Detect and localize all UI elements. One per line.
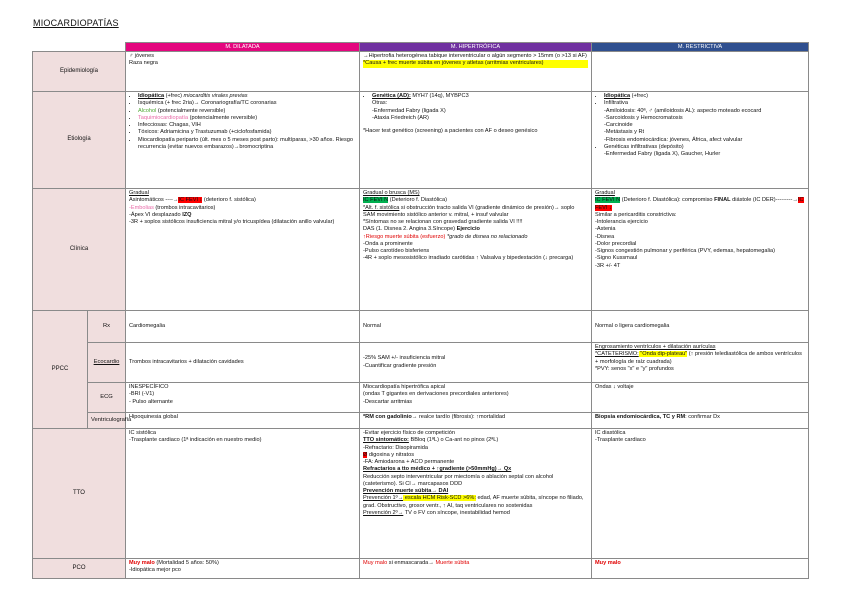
cli-res-line: -Intolerancia ejercicio — [595, 219, 648, 226]
label-etiologia: Etiología — [33, 92, 126, 189]
tto-hip-line: Refractarios a tto médico + ↑gradiente (>50mmHg)→ Qx — [363, 466, 512, 473]
tto-hip-line: -Evitar ejercicio físico de competición — [363, 430, 456, 436]
cli-res-line: Similar a pericarditis constrictiva: — [595, 211, 677, 218]
cli-hip-line: -Onda a prominente — [363, 240, 413, 247]
cli-hip-line: IC FEVI N (Deterioro f. Diastólica) — [363, 197, 447, 204]
header-restrictiva: M. RESTRICTIVA — [592, 43, 809, 52]
list-item: • Genéticas infiltrativas (depósito) — [604, 144, 805, 151]
epi-dilatada — [126, 52, 360, 92]
tto-hip-line: TTO sintomático: BBloq (1ªL) o Ca-ant no pinos (2ªL) — [363, 437, 499, 444]
tto-hip-line: Prevención 2º→ TV o FV con síncope, inestabilidad hemod — [363, 509, 510, 516]
epi-dil-line: Raza negra — [129, 60, 158, 67]
epi-hip-highlight: *Causa + frec muerte súbita en jóvenes y atletas (arritmias ventriculares) — [363, 60, 588, 67]
row-rx — [33, 311, 809, 343]
list-item: • Alcohol (potencialmente reversible) — [138, 108, 356, 115]
label-rx: Rx — [88, 311, 126, 343]
eco-restrictiva — [592, 343, 809, 383]
cli-hip-line: Gradual o brusca (MS) — [363, 190, 420, 196]
vent-hipertrofica: *RM con gadolinio→ realce tardío (fibrosis): ↑mortalidad — [360, 413, 592, 429]
row-tto — [33, 429, 809, 559]
cli-res-line: -3R +/- 4T — [595, 262, 621, 269]
vent-dilatada: Hipoquinesia global — [126, 413, 360, 429]
tto-dilatada: IC sistólica -Trasplante cardiaco (1ª indicación en nuestro medio) — [126, 429, 360, 559]
header-hipertrofica: M. HIPERTRÓFICA — [360, 43, 592, 52]
row-etiologia — [33, 92, 809, 189]
eco-res-line: Engrosamiento ventrículos + dilatación aurículas — [595, 344, 716, 350]
eti-hip-line: Otras: — [372, 100, 388, 107]
ecg-hipertrofica: Miocardiopatía hipertrófica apical (ondas T gigantes en derivaciones precordiales anteriores) -Descartar arritmias — [360, 383, 592, 413]
epi-hipertrofica — [360, 52, 592, 92]
cli-res-line: Gradual — [595, 190, 615, 196]
cli-dil-line: -Ápex VI desplazado IZQ — [129, 211, 192, 218]
rx-hipertrofica: Normal — [360, 311, 592, 343]
pco-dilatada: Muy malo (Mortalidad 5 años: 50%) -Idiopática mejor pco — [126, 559, 360, 579]
cli-hip-line: -Pulso carotídeo bisferiens — [363, 248, 430, 255]
tto-hip-line: Prevención muerte súbita→ DAI — [363, 488, 449, 495]
cli-hip-line: *Síntomas no se relacionan con gravedad gradiente salida VI !!!! — [363, 219, 523, 226]
epi-hip-line: →Hipertrofia heterogénea tabique interventricular o algún segmento > 15mm (o >13 si AF) — [363, 53, 587, 59]
cli-res-line: -Astenia — [595, 226, 616, 233]
list-item: • Tóxicos: Adriamicina y Trastuzumab (+ciclofosfamida) — [138, 129, 356, 136]
list-item: • Idiopática (+frec) miocarditis virales previas — [138, 93, 356, 100]
row-ventriculografia — [33, 413, 809, 429]
label-pco: PCO — [33, 559, 126, 579]
row-ecocardio — [33, 343, 809, 383]
eti-res-line: -Metástasis y Rt — [604, 129, 645, 136]
label-epidemiologia: Epidemiología — [33, 52, 126, 92]
label-ecocardio: Ecocardio — [88, 343, 126, 383]
pco-hipertrofica: Muy malo si enmascarada→ Muerte súbita — [360, 559, 592, 579]
list-item: • Idiopática (+frec) — [604, 93, 805, 100]
eti-res-line: -Carcinoide — [604, 122, 633, 129]
cli-hip-line: DAS (1. Disnea 2. Angina 3.Síncope) Ejercicio — [363, 226, 480, 233]
row-clinica — [33, 189, 809, 311]
cli-res-line: -Signo Kussmaul — [595, 255, 638, 262]
tto-hip-line: Ø digoxina y nitratos — [363, 451, 414, 458]
list-item: • Infiltrativa — [604, 100, 805, 107]
eti-res-line: -Fibrosis endomiocárdica: jóvenes, África, afect valvular — [604, 136, 743, 143]
vent-restrictiva: Biopsia endomiocárdica, TC y RM: confirmar Dx — [592, 413, 809, 429]
eti-res-line: -Sarcoidosis y Hemocromatosis — [604, 114, 683, 121]
eti-res-line: -Amiloidosis: 40ª, ♂ (amiloidosis AL): aspecto moteado ecocard — [604, 107, 762, 114]
rx-dilatada: Cardiomegalia — [126, 311, 360, 343]
cardiomyopathy-table — [32, 42, 809, 579]
list-item: • Infecciosas: Chagas, VIH — [138, 122, 356, 129]
tto-hip-line: Reducción septo interventricular por miectomía o ablación septal con alcohol (cateterismo). Si CI→ marcapasos DDD — [363, 473, 554, 487]
label-clinica: Clínica — [33, 189, 126, 311]
cli-restrictiva — [592, 189, 809, 311]
list-item: • Taquimiocardiopatía (potencialmente reversible) — [138, 115, 356, 122]
cli-dil-line: -3R + soplos sistólicos insuficiencia mitral y/o tricuspídea (dilatación anillo valvular) — [129, 219, 335, 226]
row-ecg — [33, 383, 809, 413]
list-item: • Isquémica (+ frec 2ria)→ Coronariografía/TC coronarias — [138, 100, 356, 107]
label-tto: TTO — [33, 429, 126, 559]
tto-hip-line: -FA: Amiodarona + ACO permanente — [363, 459, 455, 466]
cli-hip-line: *Alt. f. sistólica si obstrucción tracto salida VI (gradiente dinámico de presión)→ soplo SAM movimiento sistólico anterior v. mitral, + insuf valvular — [363, 204, 575, 218]
header-row — [33, 43, 809, 52]
eco-dilatada: Trombos intracavitarios + dilatación cavidades — [126, 343, 360, 383]
list-item: • Genética (AD): MYH7 (14q), MYBPC3 — [372, 93, 588, 100]
cli-res-line: -Disnea — [595, 233, 615, 240]
label-ecg: ECG — [88, 383, 126, 413]
tto-hipertrofica — [360, 429, 592, 559]
cli-dilatada — [126, 189, 360, 311]
cli-res-line: -Signos congestión pulmonar y periférica (PVY, edemas, hepatomegalia) — [595, 248, 775, 255]
cli-res-line: -Dolor precordial — [595, 240, 637, 247]
cli-dil-line: Gradual — [129, 190, 149, 196]
label-ventriculografia: Ventriculografía — [88, 413, 126, 429]
cli-hipertrofica — [360, 189, 592, 311]
rx-restrictiva: Normal o ligera cardiomegalia — [592, 311, 809, 343]
row-epidemiologia — [33, 52, 809, 92]
eti-hipertrofica — [360, 92, 592, 189]
eti-hip-note: *Hacer test genético (screening) a pacientes con AF o deseo genésico — [363, 128, 538, 135]
tto-hip-line: -Refractario: Disopiramida — [363, 444, 428, 451]
eco-hipertrofica: -25% SAM +/- insuficiencia mitral -Cuantificar gradiente presión — [360, 343, 592, 383]
ecg-dilatada: INESPECÍFICO -BRI (-V1) - Pulso alternante — [126, 383, 360, 413]
cli-hip-line: ↑Riesgo muerte súbita (esfuerzo) *grado de disnea no relacionado — [363, 233, 528, 240]
header-blank — [33, 43, 126, 52]
header-dilatada: M. DILATADA — [126, 43, 360, 52]
cli-dil-line: Asintomáticos ----→IC FEVI ↓ (deterioro f. sistólica) — [129, 197, 256, 204]
eti-hip-line: -Ataxia Friedreich (AR) — [372, 114, 429, 121]
document-title: MIOCARDIOPATÍAS — [33, 18, 119, 28]
eco-res-line: *CATETERISMO: "Onda dip-plateau" (↑ presión telediastólica de ambos ventrículos + morfología de raíz cuadrada) — [595, 351, 802, 365]
tto-hip-line: Prevención 1º→ escala HCM Risk-SCD >6%: edad, AF muerte súbita, síncope no filiado, grad. Obstructivo, grosor ventr., ↑ AI, taq ventriculares no sostenidas — [363, 495, 584, 509]
eti-restrictiva — [592, 92, 809, 189]
pco-restrictiva: Muy malo — [592, 559, 809, 579]
cli-res-line: IC FEVI N (Deterioro f. Diastólica): compromiso FINAL diástole (IC DER)---------→IC FEVI ↓ — [595, 197, 804, 211]
cli-dil-line: -Embolias (trombos intracavitarios) — [129, 204, 216, 211]
label-ppcc: PPCC — [33, 311, 88, 429]
eti-res-line: -Enfermedad Fabry (ligada X), Gaucher, Hurler — [604, 151, 721, 158]
list-item: • Miocardiopatía periparto (últ. mes o 5 meses post parto): multíparas, >30 años. Riesgo recurrencia (evitar nuevos embarazos)→bromocriptina — [138, 137, 356, 152]
row-pco — [33, 559, 809, 579]
eti-dilatada — [126, 92, 360, 189]
eti-hip-line: -Enfermedad Fabry (ligada X) — [372, 107, 446, 114]
epi-dil-line: ♂ jóvenes — [129, 53, 155, 59]
cli-hip-line: -4R + soplo mesosistólico irradiado carótidas ↑ Valsalva y bipedestación (↓ precarga) — [363, 255, 574, 262]
ecg-restrictiva: Ondas ↓ voltaje — [592, 383, 809, 413]
eco-res-line: *PVY: senos "x" e "y" profundos — [595, 365, 674, 372]
tto-restrictiva: IC diastólica -Trasplante cardiaco — [592, 429, 809, 559]
epi-restrictiva — [592, 52, 809, 92]
